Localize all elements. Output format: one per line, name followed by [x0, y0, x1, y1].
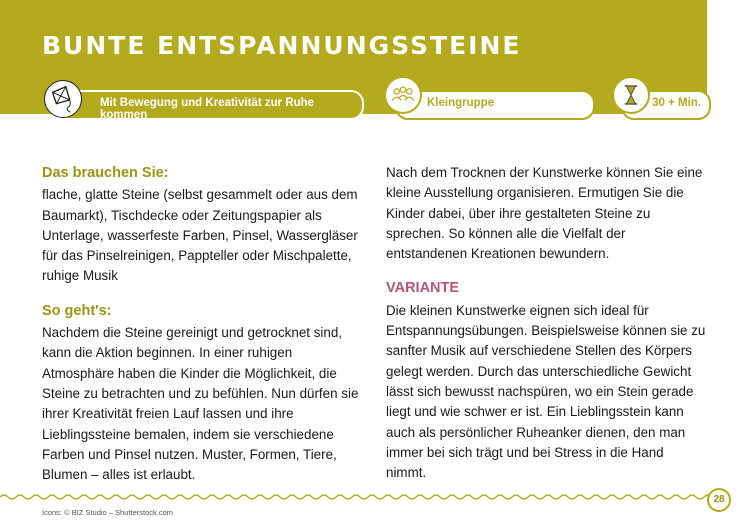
- subtitle-bar: [52, 90, 364, 120]
- page-title: BUNTE ENTSPANNUNGSSTEINE: [42, 31, 522, 60]
- needs-heading: Das brauchen Sie:: [42, 165, 169, 181]
- group-icon: [384, 76, 422, 114]
- right-column: [386, 163, 706, 497]
- hourglass-icon: [612, 76, 650, 114]
- group-bar: [395, 90, 595, 120]
- needs-text: flache, glatte Steine (selbst gesammelt oder aus dem Baumarkt), Tischdecke oder Zeitungspapier als Unterlage, wasserfeste Farben, Pinsel, Wassergläser für das Pinselreinigen, Pappteller oder Mischpalette, ruhige Musik: [42, 187, 358, 284]
- intro-text: Nach dem Trocknen der Kunstwerke können Sie eine kleine Ausstellung organisieren. Ermutigen Sie die Kinder dabei, über ihre gestalteten Steine zu sprechen. So können alle die Vielfalt der entstandenen Kreationen bewundern.: [386, 165, 703, 262]
- duration-text: 30 + Min.: [652, 97, 701, 109]
- icon-credit: Icons: © BIZ Studio – Shutterstock.com: [42, 508, 173, 517]
- left-column: [42, 163, 362, 499]
- howto-heading: So geht's:: [42, 302, 112, 319]
- page-number: 28: [707, 488, 731, 512]
- variant-text: Die kleinen Kunstwerke eignen sich ideal für Entspannungsübungen. Beispielsweise können sie zu sanfter Musik auf verschiedene Stellen des Körpers gelegt werden. Durch das unterschiedliche Gewicht lässt sich bewusst nachspüren, wo ein Stein gerade liegt und wie schwer er ist. Ein Lieblingsstein kann auch als persönlicher Ruheanker dienen, den man immer bei sich trägt und bei Stress in die Hand nimmt.: [386, 302, 706, 481]
- footer-wave-line: [0, 492, 710, 502]
- group-text: Kleingruppe: [427, 97, 495, 109]
- howto-text: Nachdem die Steine gereinigt und getrocknet sind, kann die Aktion beginnen. In einer ruhigen Atmosphäre haben die Kinder die Möglichkeit, die Steine zu betrachten und zu befühlen. Nun dürfen sie ihrer Kreativität freien Lauf lassen und ihre Lieblingssteine bemalen, indem sie verschiedene Farben und Pinsel nutzen. Muster, Formen, Tiere, Blumen – alles ist erlaubt.: [42, 325, 359, 483]
- variant-heading: VARIANTE: [386, 280, 460, 297]
- kite-icon: [44, 80, 82, 118]
- subtitle-text: Mit Bewegung und Kreativität zur Ruhe kommen: [100, 97, 315, 121]
